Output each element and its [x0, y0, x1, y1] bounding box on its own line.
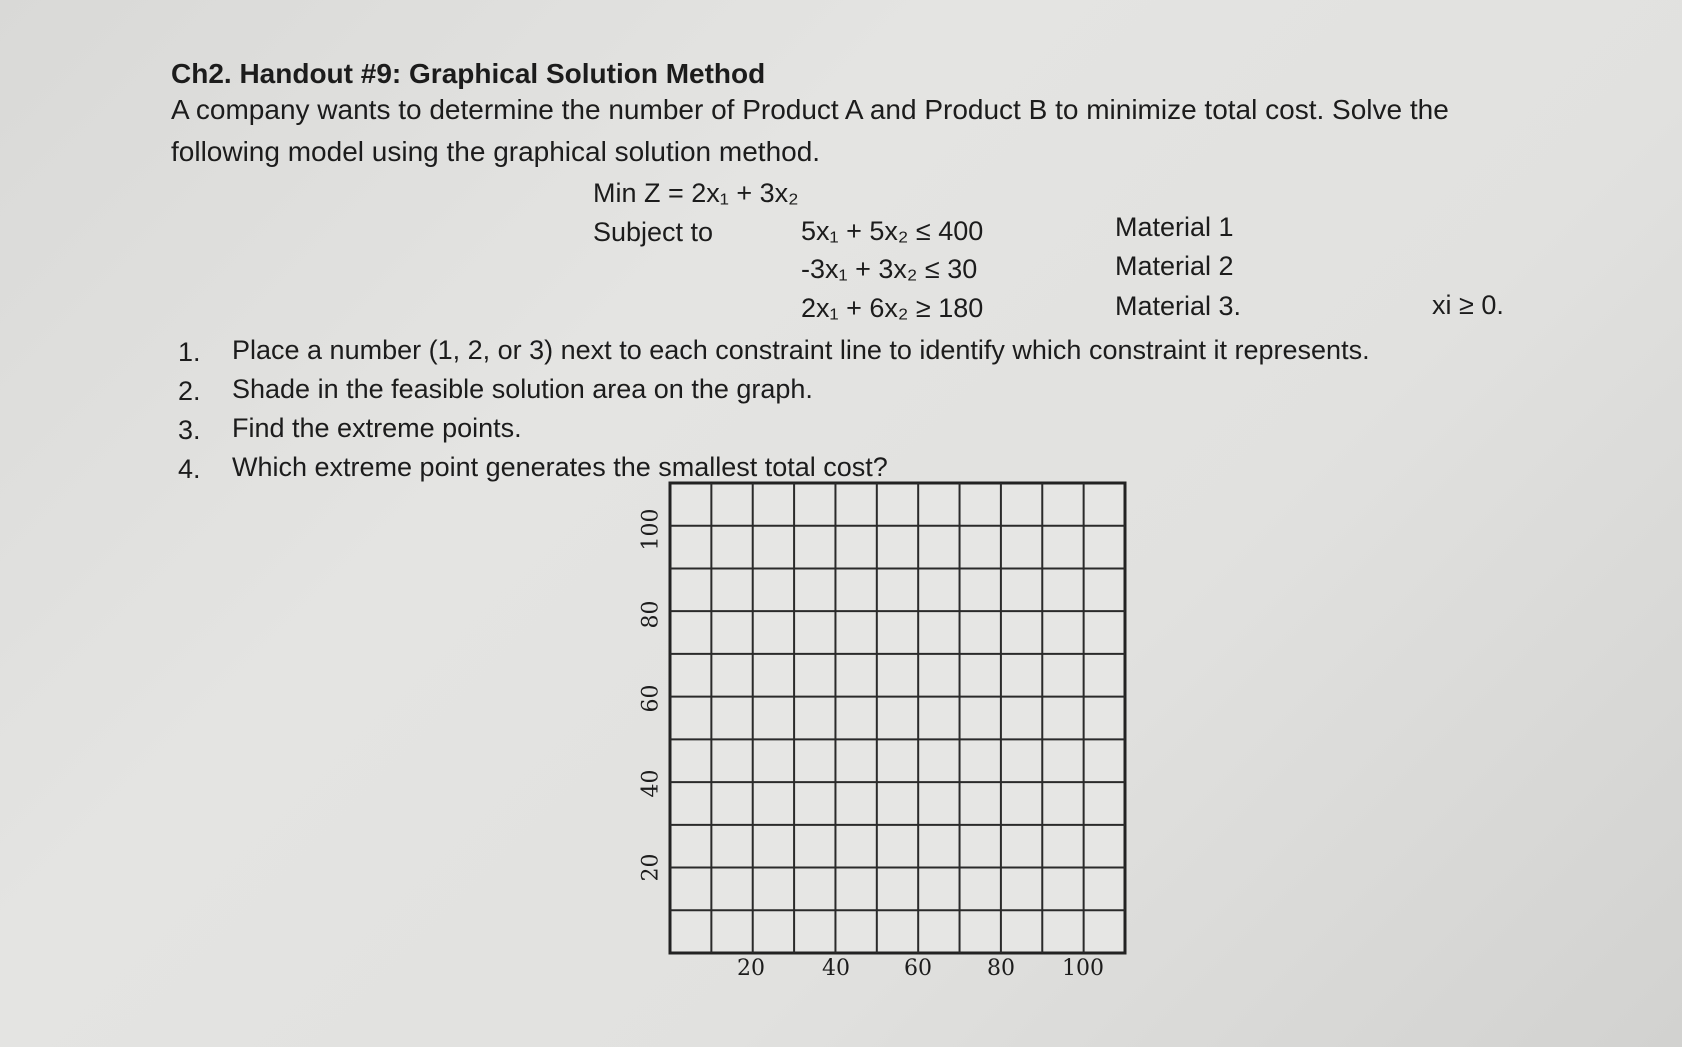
question-4-number: 4.	[178, 454, 201, 484]
question-1-number: 1.	[178, 337, 201, 367]
subject-to-label: Subject to	[593, 217, 714, 247]
question-1-text: Place a number (1, 2, or 3) next to each constraint line to identify which constraint it represents.	[232, 335, 1370, 365]
graph-area	[640, 480, 1140, 1005]
y-tick-100: 100	[638, 508, 664, 551]
question-4-text: Which extreme point generates the smallest total cost?	[232, 452, 888, 482]
constraint-2-label: Material 2	[1115, 251, 1234, 281]
question-3-text: Find the extreme points.	[232, 413, 522, 443]
x-tick-40: 40	[822, 956, 850, 981]
constraint-2-expr: -3x₁ + 3x₂ ≤ 30	[801, 254, 978, 284]
question-2-text: Shade in the feasible solution area on the graph.	[232, 374, 813, 404]
x-tick-100: 100	[1062, 956, 1104, 981]
constraint-1-label: Material 1	[1115, 212, 1234, 242]
y-tick-20: 20	[638, 853, 664, 882]
objective-function: Min Z = 2x₁ + 3x₂	[593, 178, 799, 208]
question-2-number: 2.	[178, 376, 201, 406]
y-tick-60: 60	[638, 684, 664, 713]
x-tick-60: 60	[904, 956, 932, 981]
constraint-3-expr: 2x₁ + 6x₂ ≥ 180	[801, 293, 984, 323]
graph-grid[interactable]	[640, 480, 1140, 1000]
constraint-1-expr: 5x₁ + 5x₂ ≤ 400	[801, 216, 984, 246]
x-tick-20: 20	[737, 956, 765, 981]
y-tick-40: 40	[638, 769, 664, 798]
question-3-number: 3.	[178, 415, 201, 445]
intro-line-1: A company wants to determine the number of Product A and Product B to minimize total cost. Solve the	[171, 94, 1449, 125]
nonnegativity-constraint: xi ≥ 0.	[1432, 290, 1504, 320]
handout-title: Ch2. Handout #9: Graphical Solution Method	[171, 58, 766, 89]
y-tick-80: 80	[638, 600, 664, 629]
x-tick-80: 80	[987, 956, 1015, 981]
graph-frame	[670, 483, 1125, 953]
intro-line-2: following model using the graphical solution method.	[171, 136, 821, 167]
constraint-3-label: Material 3.	[1115, 291, 1242, 321]
